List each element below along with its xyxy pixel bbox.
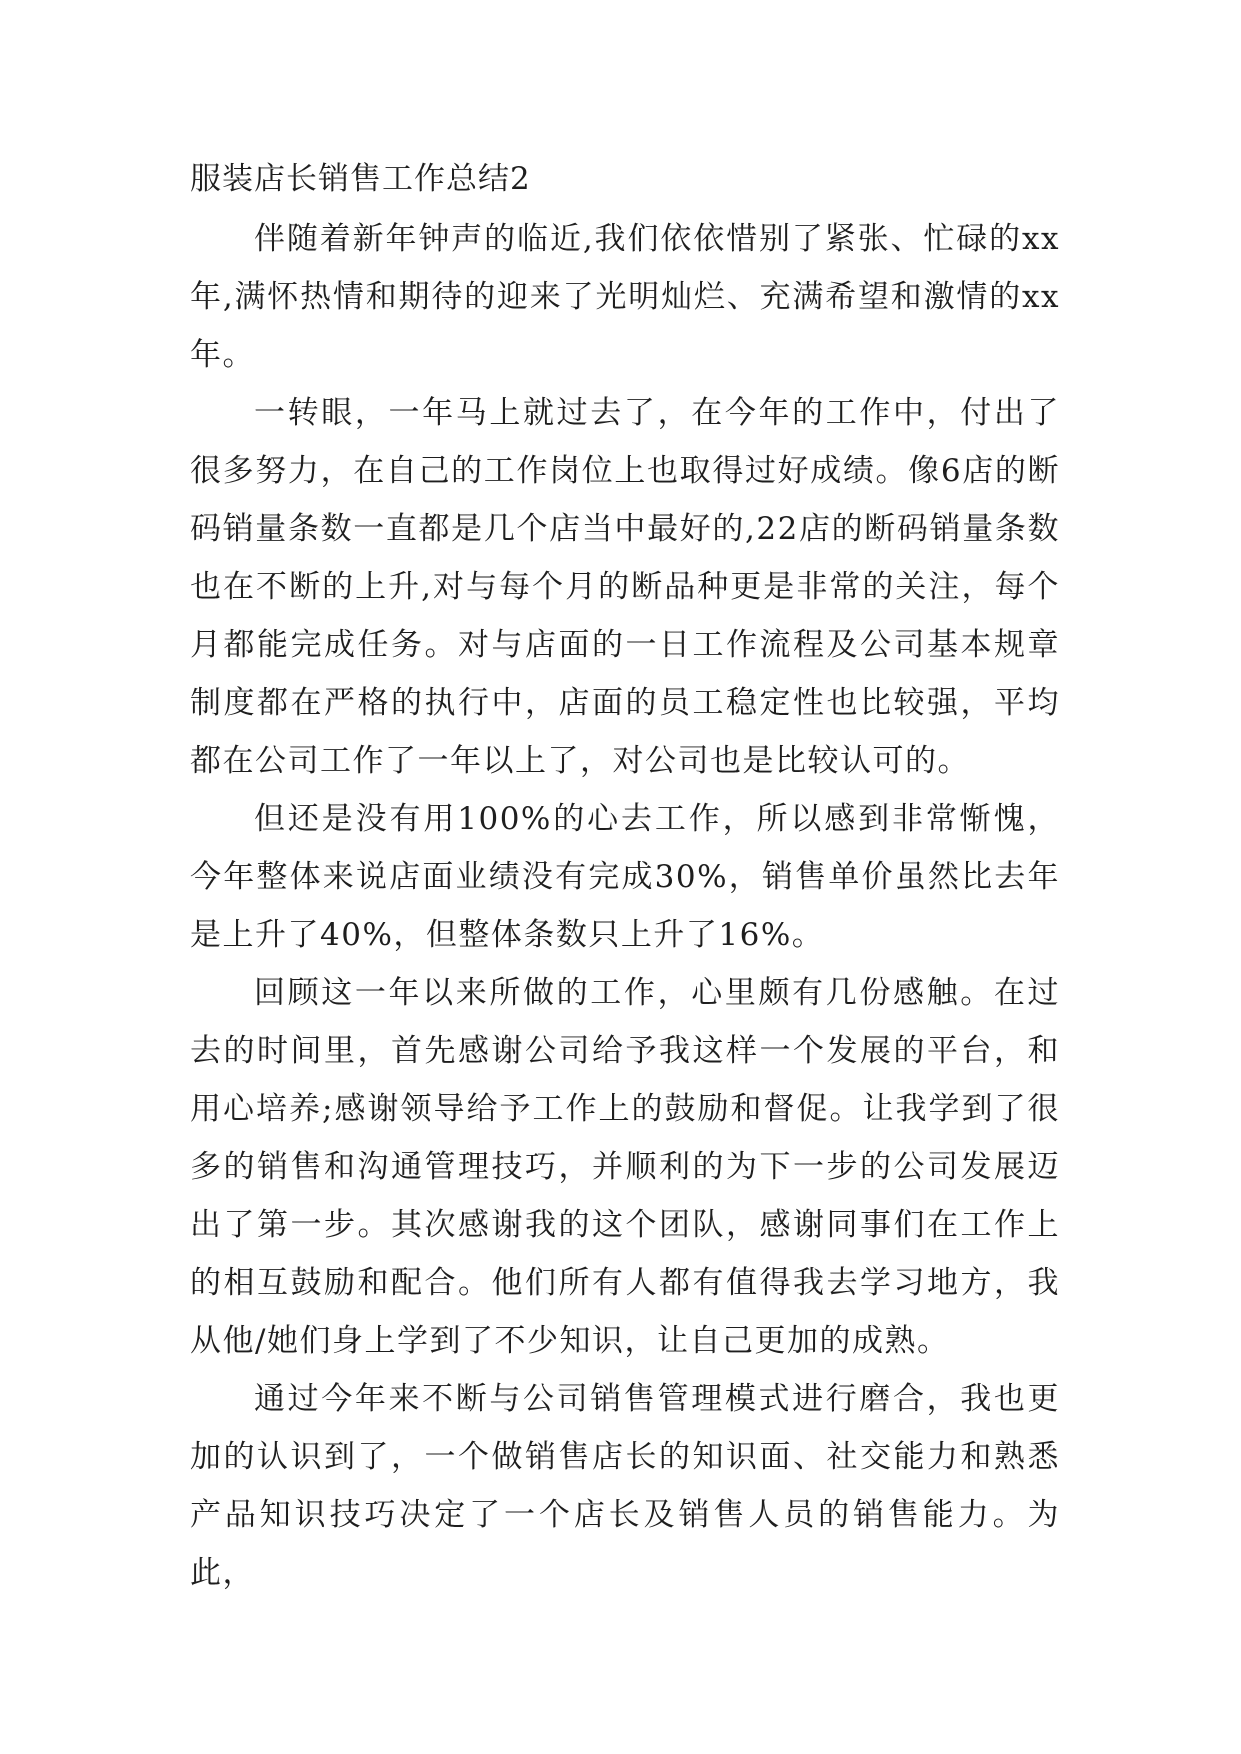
paragraph-1: 伴随着新年钟声的临近,我们依依惜别了紧张、忙碌的xx年,满怀热情和期待的迎来了光明灿烂、充满希望和激情的xx年。	[190, 221, 1060, 373]
paragraph-5: 通过今年来不断与公司销售管理模式进行磨合，我也更加的认识到了，一个做销售店长的知识面、社交能力和熟悉产品知识技巧决定了一个店长及销售人员的销售能力。为此，	[190, 1381, 1060, 1591]
document-title: 服装店长销售工作总结2	[190, 161, 531, 197]
paragraph-4: 回顾这一年以来所做的工作，心里颇有几份感触。在过去的时间里，首先感谢公司给予我这样一个发展的平台，和用心培养;感谢领导给予工作上的鼓励和督促。让我学到了很多的销售和沟通管理技巧，并顺利的为下一步的公司发展迈出了第一步。其次感谢我的这个团队，感谢同事们在工作上的相互鼓励和配合。他们所有人都有值得我去学习地方，我从他/她们身上学到了不少知识，让自己更加的成熟。	[190, 975, 1060, 1359]
document-page	[190, 150, 1060, 1602]
paragraph-2: 一转眼，一年马上就过去了，在今年的工作中，付出了很多努力，在自己的工作岗位上也取得过好成绩。像6店的断码销量条数一直都是几个店当中最好的,22店的断码销量条数也在不断的上升,对与每个月的断品种更是非常的关注，每个月都能完成任务。对与店面的一日工作流程及公司基本规章制度都在严格的执行中，店面的员工稳定性也比较强，平均都在公司工作了一年以上了，对公司也是比较认可的。	[190, 395, 1060, 779]
paragraph-3: 但还是没有用100%的心去工作，所以感到非常惭愧，今年整体来说店面业绩没有完成30%，销售单价虽然比去年是上升了40%，但整体条数只上升了16%。	[190, 801, 1060, 953]
